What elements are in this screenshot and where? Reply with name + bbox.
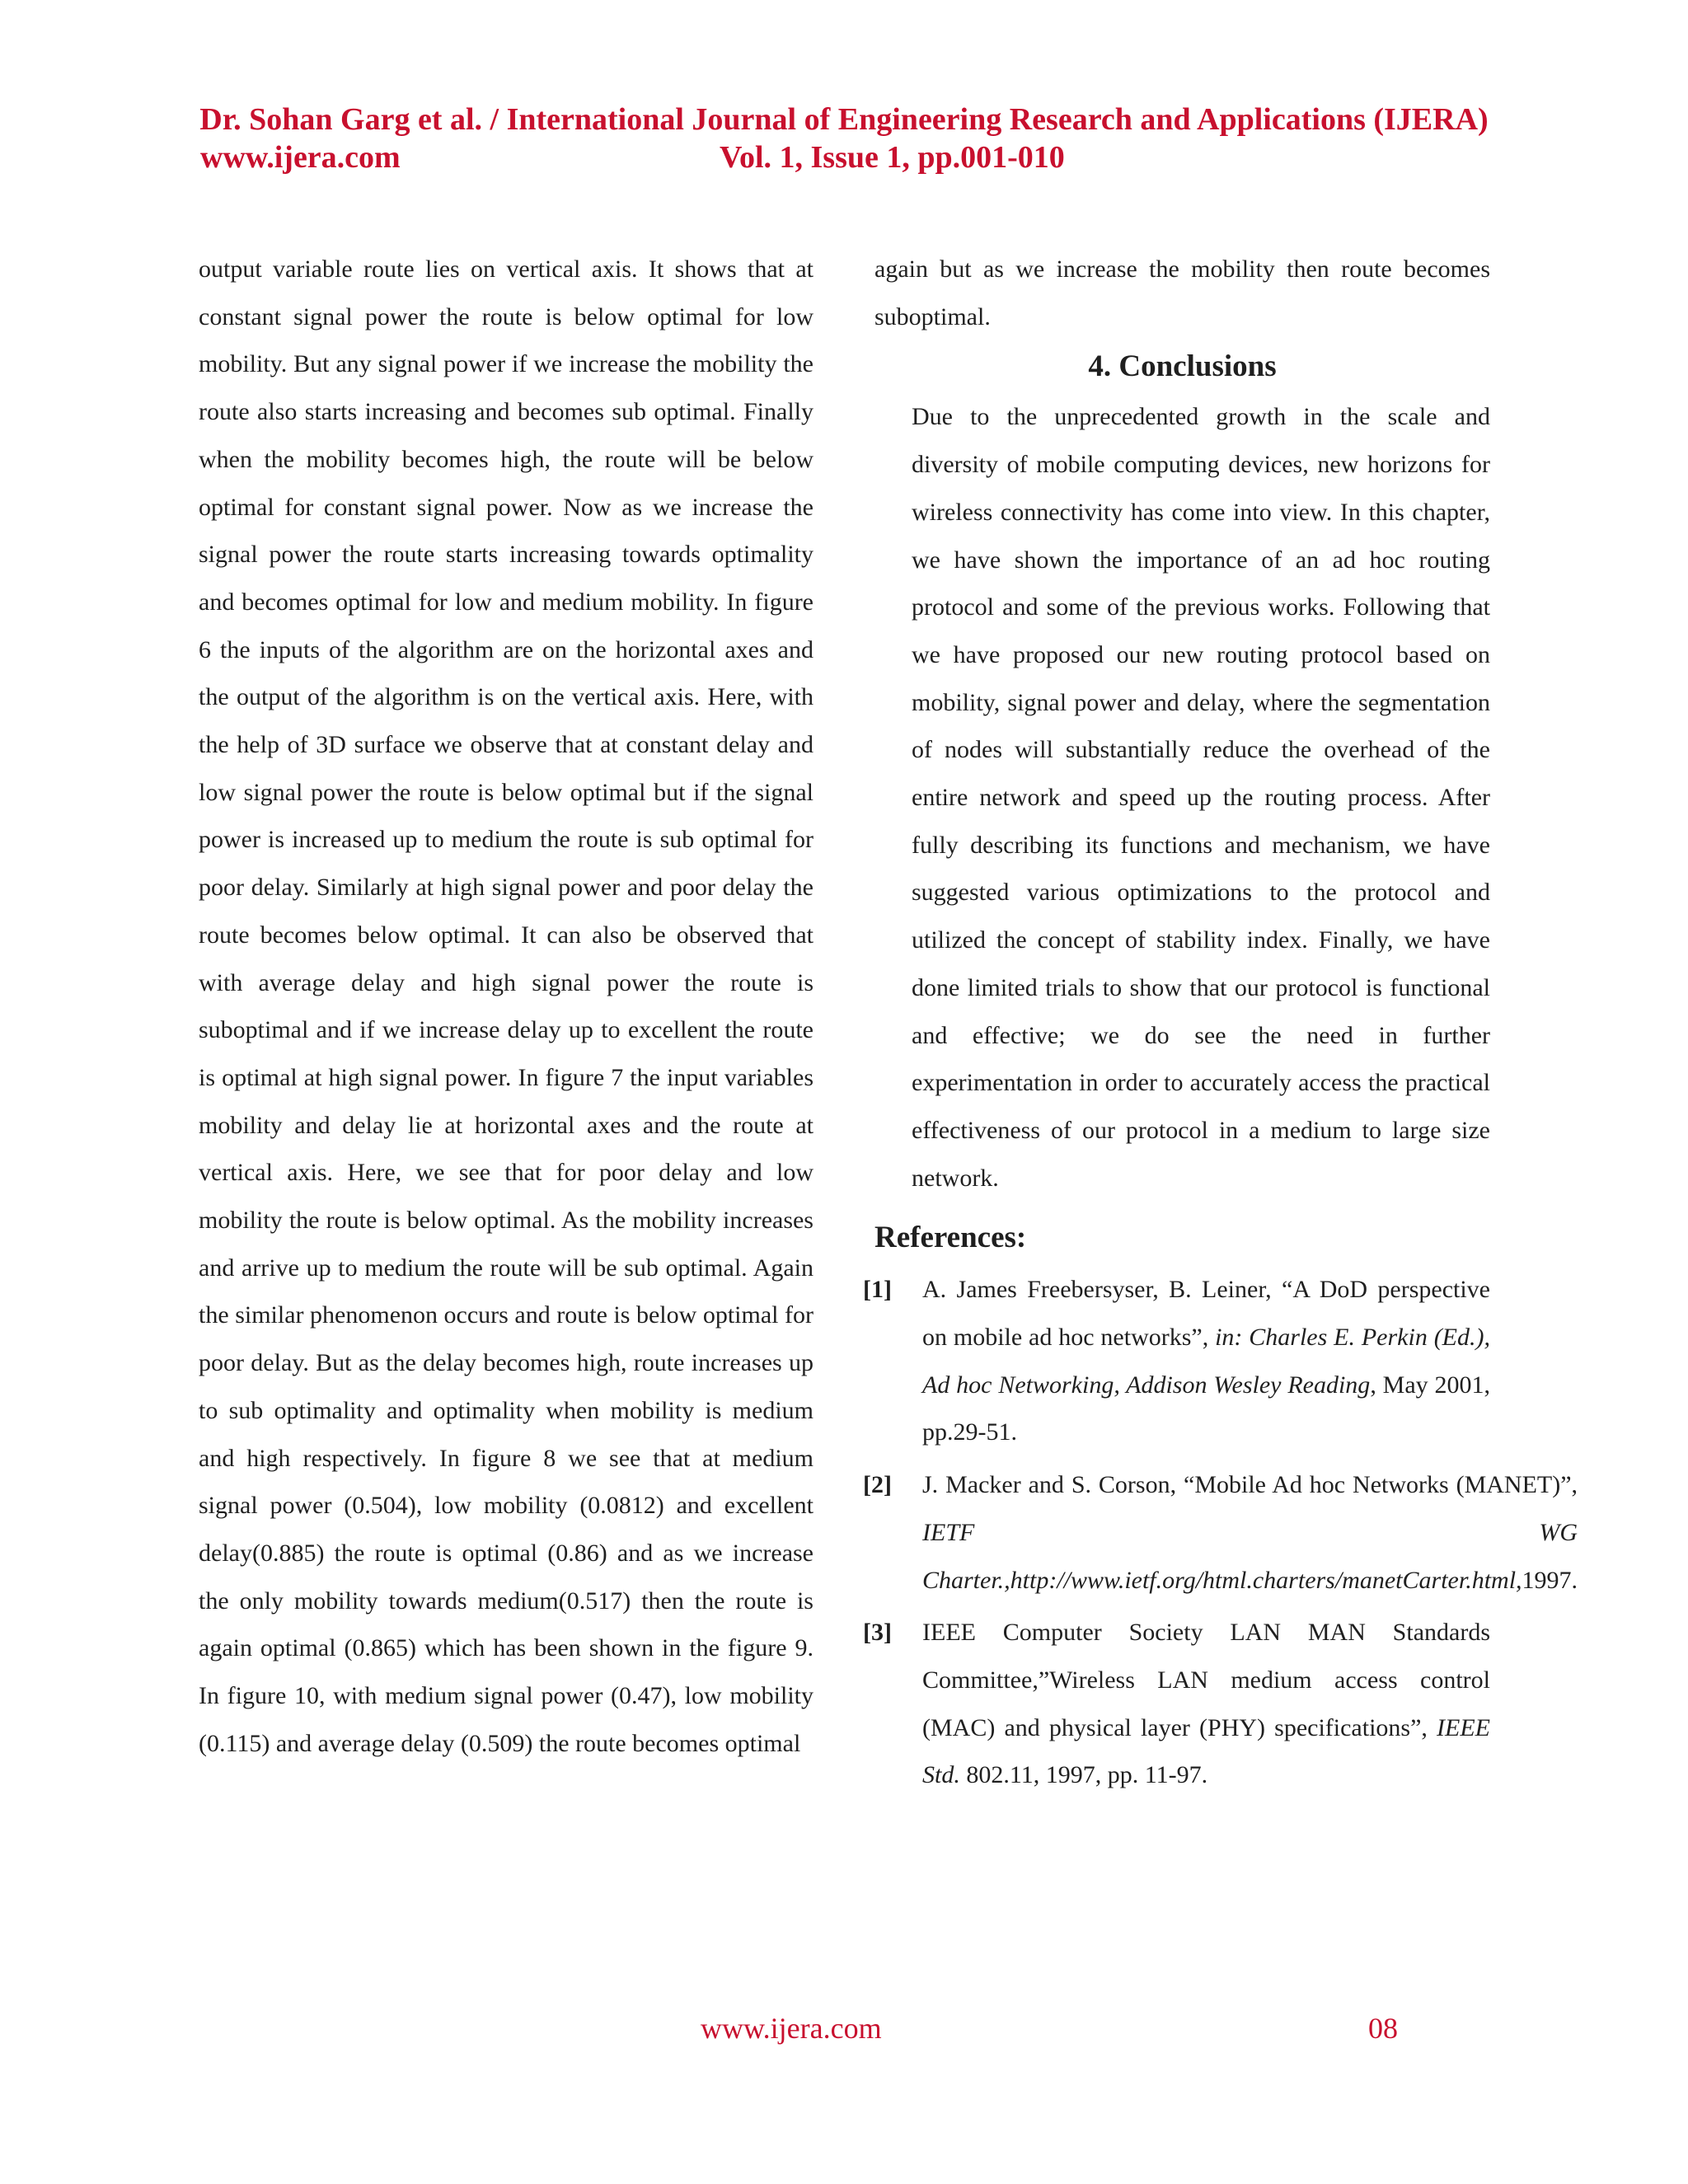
reference-text: A. James Freebersyser, B. Leiner, “A DoD perspective on mobile ad hoc networks”, in: Charles E. Perkin (Ed.), Ad hoc Networking, Addison Wesley Reading, May 2001, pp.29-51. (922, 1276, 1490, 1446)
journal-header-title: Dr. Sohan Garg et al. / International Journal of Engineering Research and Applications (IJERA) (199, 102, 1489, 137)
footer-website[interactable]: www.ijera.com (701, 2012, 882, 2045)
reference-text: J. Macker and S. Corson, “Mobile Ad hoc Networks (MANET)”, IETF WG Charter.,http://www.ietf.org/html.charters/manetCarter.html,1997. (922, 1471, 1578, 1594)
reference-number: [3] (863, 1619, 892, 1647)
continuation-paragraph: again but as we increase the mobility then route becomes suboptimal. (874, 255, 1490, 330)
reference-number: [1] (863, 1276, 892, 1304)
right-column (863, 246, 1578, 1799)
reference-item (863, 1461, 1578, 1604)
conclusions-heading: 4. Conclusions (1088, 349, 1277, 384)
references-heading: References: (874, 1221, 1027, 1255)
reference-url[interactable]: IETF WG Charter.,http://www.ietf.org/html.charters/manetCarter.html, (922, 1518, 1578, 1594)
journal-volume: Vol. 1, Issue 1, pp.001-010 (720, 140, 1065, 175)
reference-item (863, 1266, 1490, 1456)
body-paragraph: output variable route lies on vertical axis. It shows that at constant signal power the route is below optimal for low mobility. But any signal power if we increase the mobility the route also starts increasing and becomes sub optimal. Finally when the mobility becomes high, the route will be below optimal for constant signal power. Now as we increase the signal power the route starts increasing towards optimality and becomes optimal for low and medium mobility. In figure 6 the inputs of the algorithm are on the horizontal axes and the output of the algorithm is on the vertical axis. Here, with the help of 3D surface we observe that at constant delay and low signal power the route is below optimal but if the signal power is increased up to medium the route is sub optimal for poor delay. Similarly at high signal power and poor delay the route becomes below optimal. It can also be observed that with average delay and high signal power the route is suboptimal and if we increase delay up to excellent the route is optimal at high signal power. In figure 7 the input variables mobility and delay lie at horizontal axes and the route at vertical axis. Here, we see that for poor delay and low mobility the route is below optimal. As the mobility increases and arrive up to medium the route will be sub optimal. Again the similar phenomenon occurs and route is below optimal for poor delay. But as the delay becomes high, route increases up to sub optimality and optimality when mobility is medium and high respectively. In figure 8 we see that at medium signal power (0.504), low mobility (0.0812) and excellent delay(0.885) the route is optimal (0.86) and as we increase the only mobility towards medium(0.517) then the route is again optimal (0.865) which has been shown in the figure 9. In figure 10, with medium signal power (0.47), low mobility (0.115) and average delay (0.509) the route becomes optimal (199, 255, 814, 1757)
reference-text: IEEE Computer Society LAN MAN Standards Committee,”Wireless LAN medium access control (MAC) and physical layer (PHY) specifications”, IEEE Std. 802.11, 1997, pp. 11-97. (922, 1619, 1490, 1789)
page-number: 08 (1368, 2012, 1398, 2045)
journal-website[interactable]: www.ijera.com (200, 140, 401, 175)
conclusions-paragraph: Due to the unprecedented growth in the scale and diversity of mobile computing devices, new horizons for wireless connectivity has come into view. In this chapter, we have shown the importance of an ad hoc routing protocol and some of the previous works. Following that we have proposed our new routing protocol based on mobility, signal power and delay, where the segmentation of nodes will substantially reduce the overhead of the entire network and speed up the routing process. After fully describing its functions and mechanism, we have suggested various optimizations to the protocol and utilized the concept of stability index. Finally, we have done limited trials to show that our protocol is functional and effective; we do see the need in further experimentation in order to accurately access the practical effectiveness of our protocol in a medium to large size network. (912, 403, 1490, 1192)
left-column (199, 246, 814, 1768)
reference-number: [2] (863, 1471, 892, 1499)
reference-item (863, 1609, 1490, 1799)
